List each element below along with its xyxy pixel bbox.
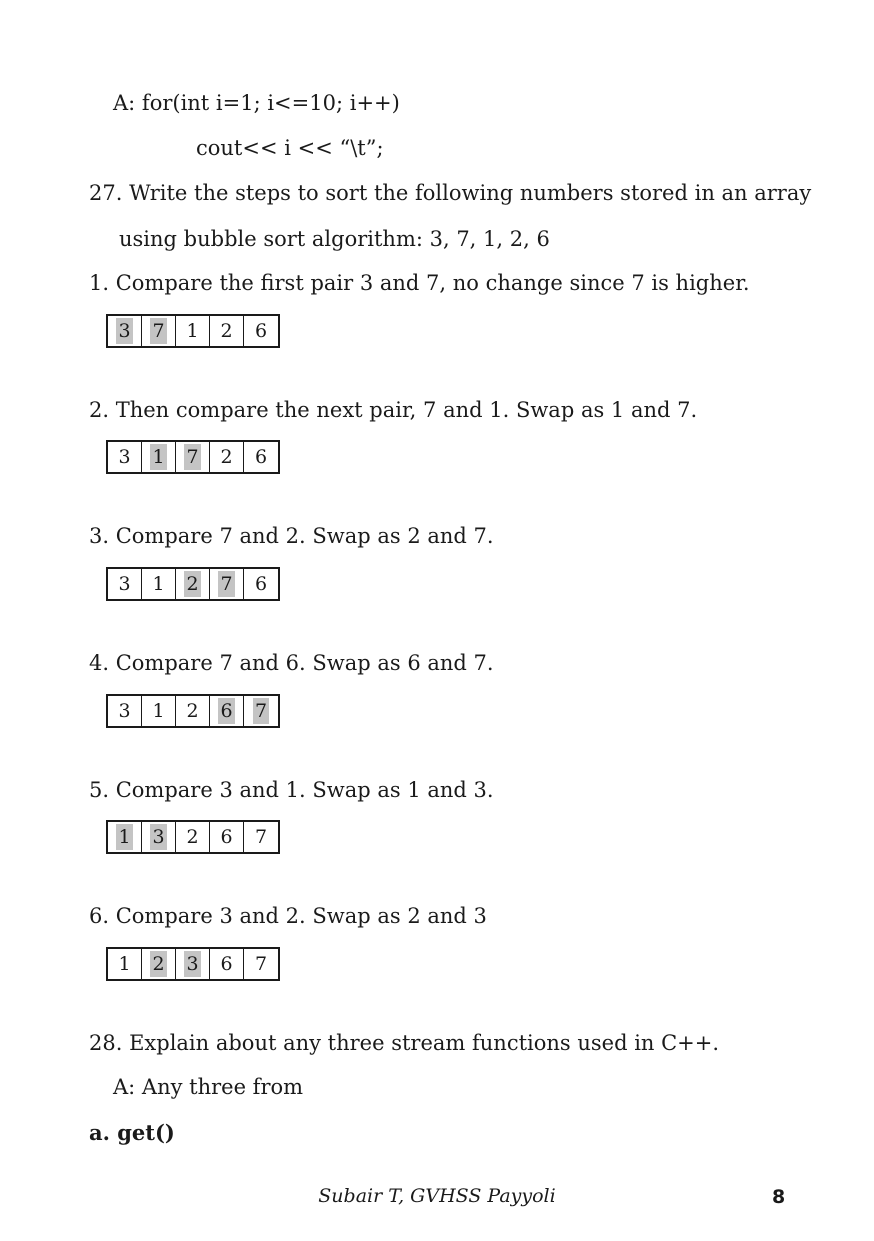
array-cell: 6 xyxy=(210,696,244,726)
step-2-text: 2. Then compare the next pair, 7 and 1. Swap as 1 and 7. xyxy=(89,398,698,422)
array-cell: 6 xyxy=(210,822,244,852)
question-28-item-a: a. get() xyxy=(89,1120,175,1145)
array-cell: 2 xyxy=(210,442,244,472)
array-cell: 6 xyxy=(210,949,244,979)
array-cell: 1 xyxy=(142,696,176,726)
array-cell: 1 xyxy=(108,949,142,979)
footer-author: Subair T, GVHSS Payyoli xyxy=(318,1185,556,1207)
step-4-array xyxy=(106,694,280,728)
array-cell: 7 xyxy=(210,569,244,599)
answer-26-line1: A: for(int i=1; i<=10; i++) xyxy=(113,91,400,115)
array-cell: 3 xyxy=(108,316,142,346)
array-cell: 1 xyxy=(108,822,142,852)
array-cell: 3 xyxy=(142,822,176,852)
step-3-array xyxy=(106,567,280,601)
array-cell: 3 xyxy=(108,442,142,472)
step-3-text: 3. Compare 7 and 2. Swap as 2 and 7. xyxy=(89,524,494,548)
step-5-array xyxy=(106,820,280,854)
question-27-line2: using bubble sort algorithm: 3, 7, 1, 2, 6 xyxy=(119,227,550,251)
question-28-text: 28. Explain about any three stream functions used in C++. xyxy=(89,1031,720,1055)
array-cell: 7 xyxy=(142,316,176,346)
array-cell: 1 xyxy=(142,442,176,472)
array-cell: 1 xyxy=(142,569,176,599)
array-cell: 7 xyxy=(254,700,268,722)
array-cell: 7 xyxy=(254,953,268,975)
page-number: 8 xyxy=(772,1186,786,1208)
array-cell: 1 xyxy=(176,316,210,346)
array-cell: 6 xyxy=(254,320,268,342)
step-5-text: 5. Compare 3 and 1. Swap as 1 and 3. xyxy=(89,778,494,802)
step-4-text: 4. Compare 7 and 6. Swap as 6 and 7. xyxy=(89,651,494,675)
array-cell: 3 xyxy=(176,949,210,979)
step-6-text: 6. Compare 3 and 2. Swap as 2 and 3 xyxy=(89,904,487,928)
array-cell: 7 xyxy=(254,826,268,848)
array-cell: 3 xyxy=(108,696,142,726)
question-28-answer: A: Any three from xyxy=(113,1075,304,1099)
array-cell: 2 xyxy=(176,822,210,852)
step-1-array xyxy=(106,314,280,348)
step-2-array xyxy=(106,440,280,474)
step-6-array xyxy=(106,947,280,981)
array-cell: 6 xyxy=(254,573,268,595)
array-cell: 2 xyxy=(176,569,210,599)
question-27-line1: 27. Write the steps to sort the following numbers stored in an array xyxy=(89,181,812,205)
step-1-text: 1. Compare the first pair 3 and 7, no change since 7 is higher. xyxy=(89,271,750,295)
array-cell: 2 xyxy=(176,696,210,726)
answer-26-line2: cout<< i << “\t”; xyxy=(196,136,384,160)
array-cell: 6 xyxy=(254,446,268,468)
array-cell: 7 xyxy=(176,442,210,472)
array-cell: 2 xyxy=(142,949,176,979)
array-cell: 2 xyxy=(210,316,244,346)
array-cell: 3 xyxy=(108,569,142,599)
